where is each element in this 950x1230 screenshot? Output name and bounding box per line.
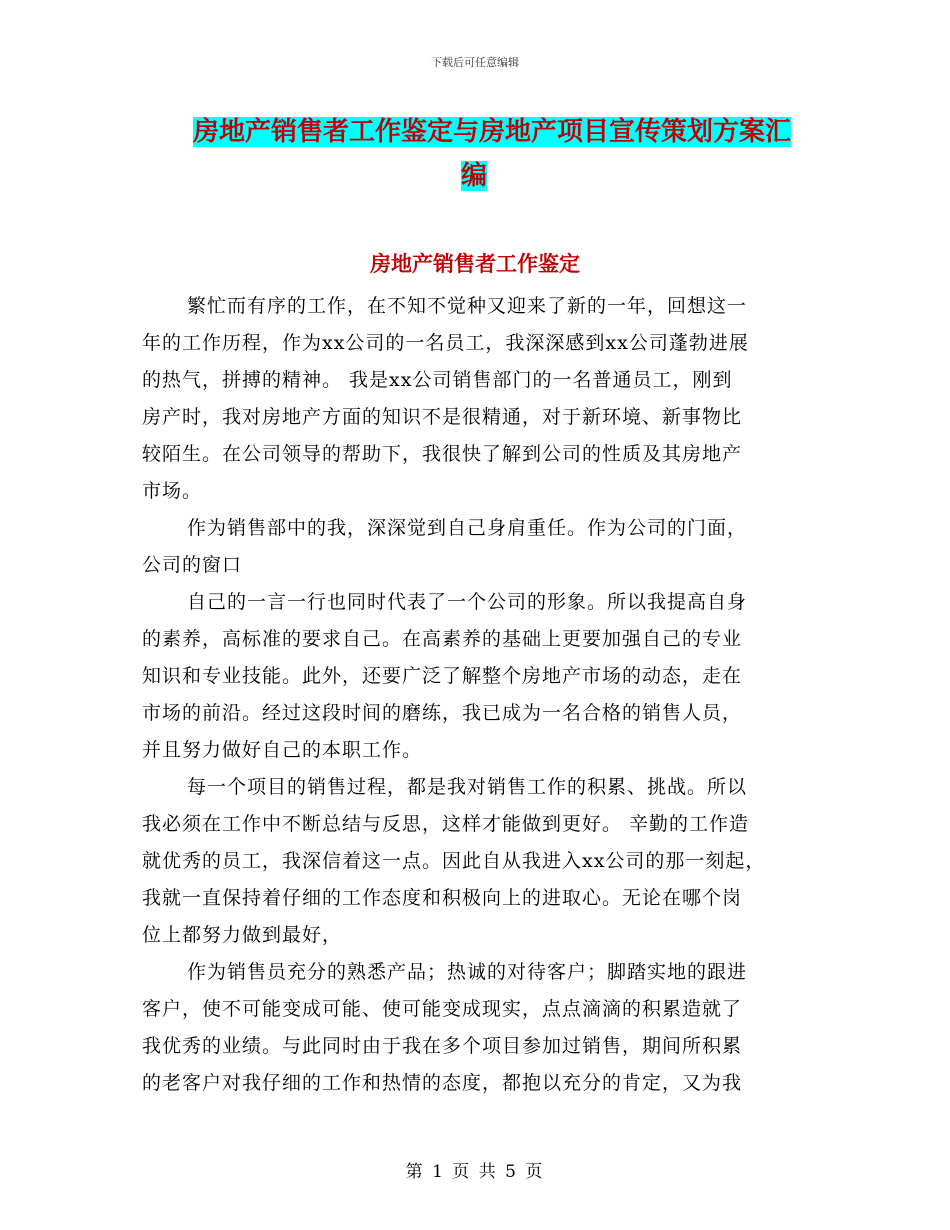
document-title [193,110,813,198]
text-line: 位上都努力做到最好， [142,924,343,946]
text-line: 市场。 [142,480,203,502]
text-line: 我必须在工作中不断总结与反思，这样才能做到更好。 辛勤的工作造 [142,813,750,835]
text-line: 我优秀的业绩。与此同时由于我在多个项目参加过销售，期间所积累 [142,1035,743,1057]
text-line: 年的工作历程，作为xx公司的一名员工，我深深感到xx公司蓬勃进展 [142,332,749,354]
text-line: 市场的前沿。经过这段时间的磨练，我已成为一名合格的销售人员， [142,702,743,724]
text-line: 并且努力做好自己的本职工作。 [142,739,423,761]
text-line: 作为销售员充分的熟悉产品；热诚的对待客户；脚踏实地的跟进 [187,961,748,983]
section-title: 房地产销售者工作鉴定 [370,251,580,276]
text-line: 公司的窗口 [142,554,243,576]
text-line: 客户，使不可能变成可能、使可能变成现实，点点滴滴的积累造就了 [142,998,743,1020]
text-line: 繁忙而有序的工作，在不知不觉种又迎来了新的一年，回想这一 [187,295,748,317]
text-line: 每一个项目的销售过程，都是我对销售工作的积累、挑战。所以 [187,776,748,798]
text-line: 知识和专业技能。此外，还要广泛了解整个房地产市场的动态，走在 [142,665,743,687]
title-line-1: 房地产销售者工作鉴定与房地产项目宣传策划方案汇 [193,117,792,147]
text-line: 我就一直保持着仔细的工作态度和积极向上的进取心。无论在哪个岗 [142,887,743,909]
header-note: 下载后可任意编辑 [431,56,519,69]
text-line: 的热气，拼搏的精神。 我是xx公司销售部门的一名普通员工，刚到 [142,369,733,391]
text-line: 较陌生。在公司领导的帮助下，我很快了解到公司的性质及其房地产 [142,443,743,465]
page-footer: 第 1 页 共 5 页 [405,1162,545,1182]
text-line: 作为销售部中的我，深深觉到自己身肩重任。作为公司的门面， [187,517,748,539]
text-line: 自己的一言一行也同时代表了一个公司的形象。所以我提高自身 [187,591,748,613]
text-line: 就优秀的员工，我深信着这一点。因此自从我进入xx公司的那一刻起， [142,850,766,872]
title-line-2: 编 [461,161,488,191]
text-line: 房产时，我对房地产方面的知识不是很精通，对于新环境、新事物比 [142,406,743,428]
body-text [142,288,822,1102]
text-line: 的老客户对我仔细的工作和热情的态度，都抱以充分的肯定，又为我 [142,1072,743,1094]
text-line: 的素养，高标准的要求自己。在高素养的基础上更要加强自己的专业 [142,628,743,650]
